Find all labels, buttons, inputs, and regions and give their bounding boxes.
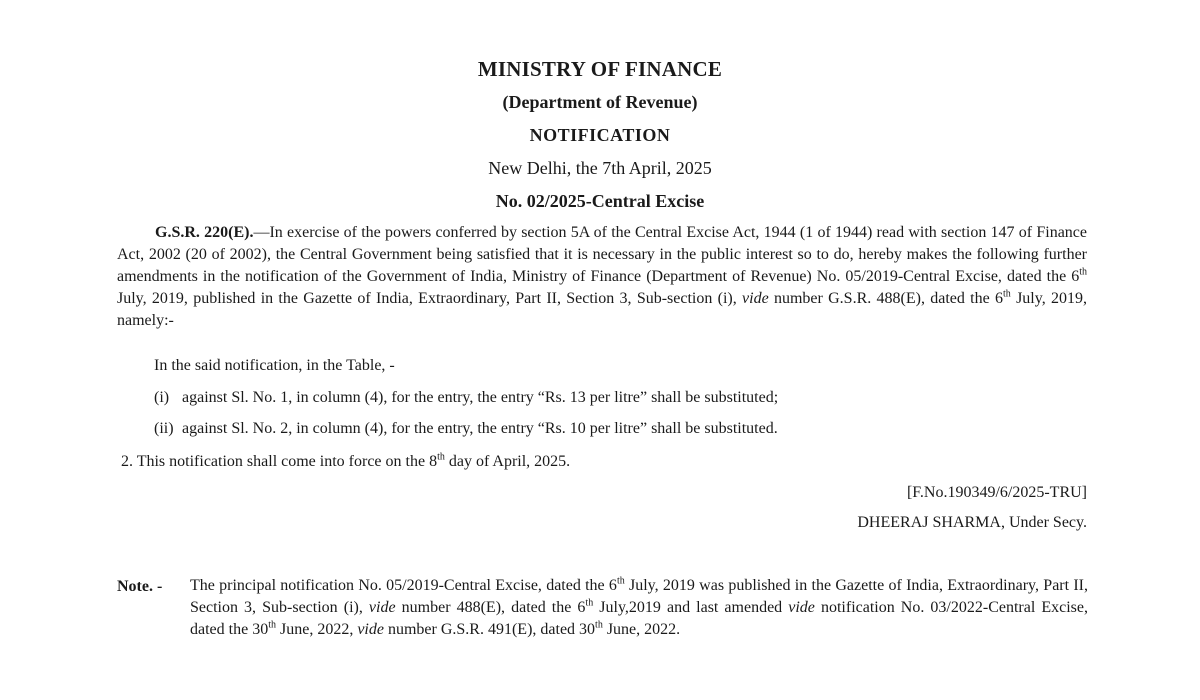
note-text: The principal notification No. 05/2019-Central Excise, dated the 6th July, 2019 was published in the Gazette of India, Extraordinary, Part II, Section 3, Sub-section (i), vide number 488(E), dated the 6th July,2019 and last amended vide notification No. 03/2022-Central Excise, dated the 30th June, 2022, vide number G.S.R. 491(E), dated 30th June, 2022.	[190, 575, 1089, 638]
place-date: New Delhi, the 7th April, 2025	[488, 158, 712, 178]
department-heading: (Department of Revenue)	[502, 92, 698, 112]
note-label: Note. -	[117, 578, 163, 595]
file-number: [F.No.190349/6/2025-TRU]	[906, 484, 1087, 501]
table-intro: In the said notification, in the Table, -	[154, 357, 395, 374]
ministry-heading: MINISTRY OF FINANCE	[477, 57, 723, 81]
list-item: (i) against Sl. No. 1, in column (4), for the entry, the entry “Rs. 13 per litre” shall be substituted;	[154, 389, 779, 406]
commencement-paragraph: 2. This notification shall come into force on the 8th day of April, 2025.	[121, 451, 571, 470]
notification-number: No. 02/2025-Central Excise	[495, 191, 705, 211]
list-item: (ii) against Sl. No. 2, in column (4), for the entry, the entry “Rs. 10 per litre” shall be substituted.	[154, 420, 778, 437]
signatory: DHEERAJ SHARMA, Under Secy.	[857, 514, 1087, 531]
notification-heading: NOTIFICATION	[529, 125, 671, 145]
main-paragraph: G.S.R. 220(E).—In exercise of the powers conferred by section 5A of the Central Excise Act, 1944 (1 of 1944) read with section 147 of Finance Act, 2002 (20 of 2002), the Central Government being satisfied that it is necessary in the public interest so to do, hereby makes the following further amendments in the notification of the Government of India, Ministry of Finance (Department of Revenue) No. 05/2019-Central Excise, dated the 6th July, 2019, published in the Gazette of India, Extraordinary, Part II, Section 3, Sub-section (i), vide number G.S.R. 488(E), dated the 6th July, 2019, namely:-	[117, 224, 1087, 329]
gsr-number: G.S.R. 220(E).	[155, 224, 254, 241]
